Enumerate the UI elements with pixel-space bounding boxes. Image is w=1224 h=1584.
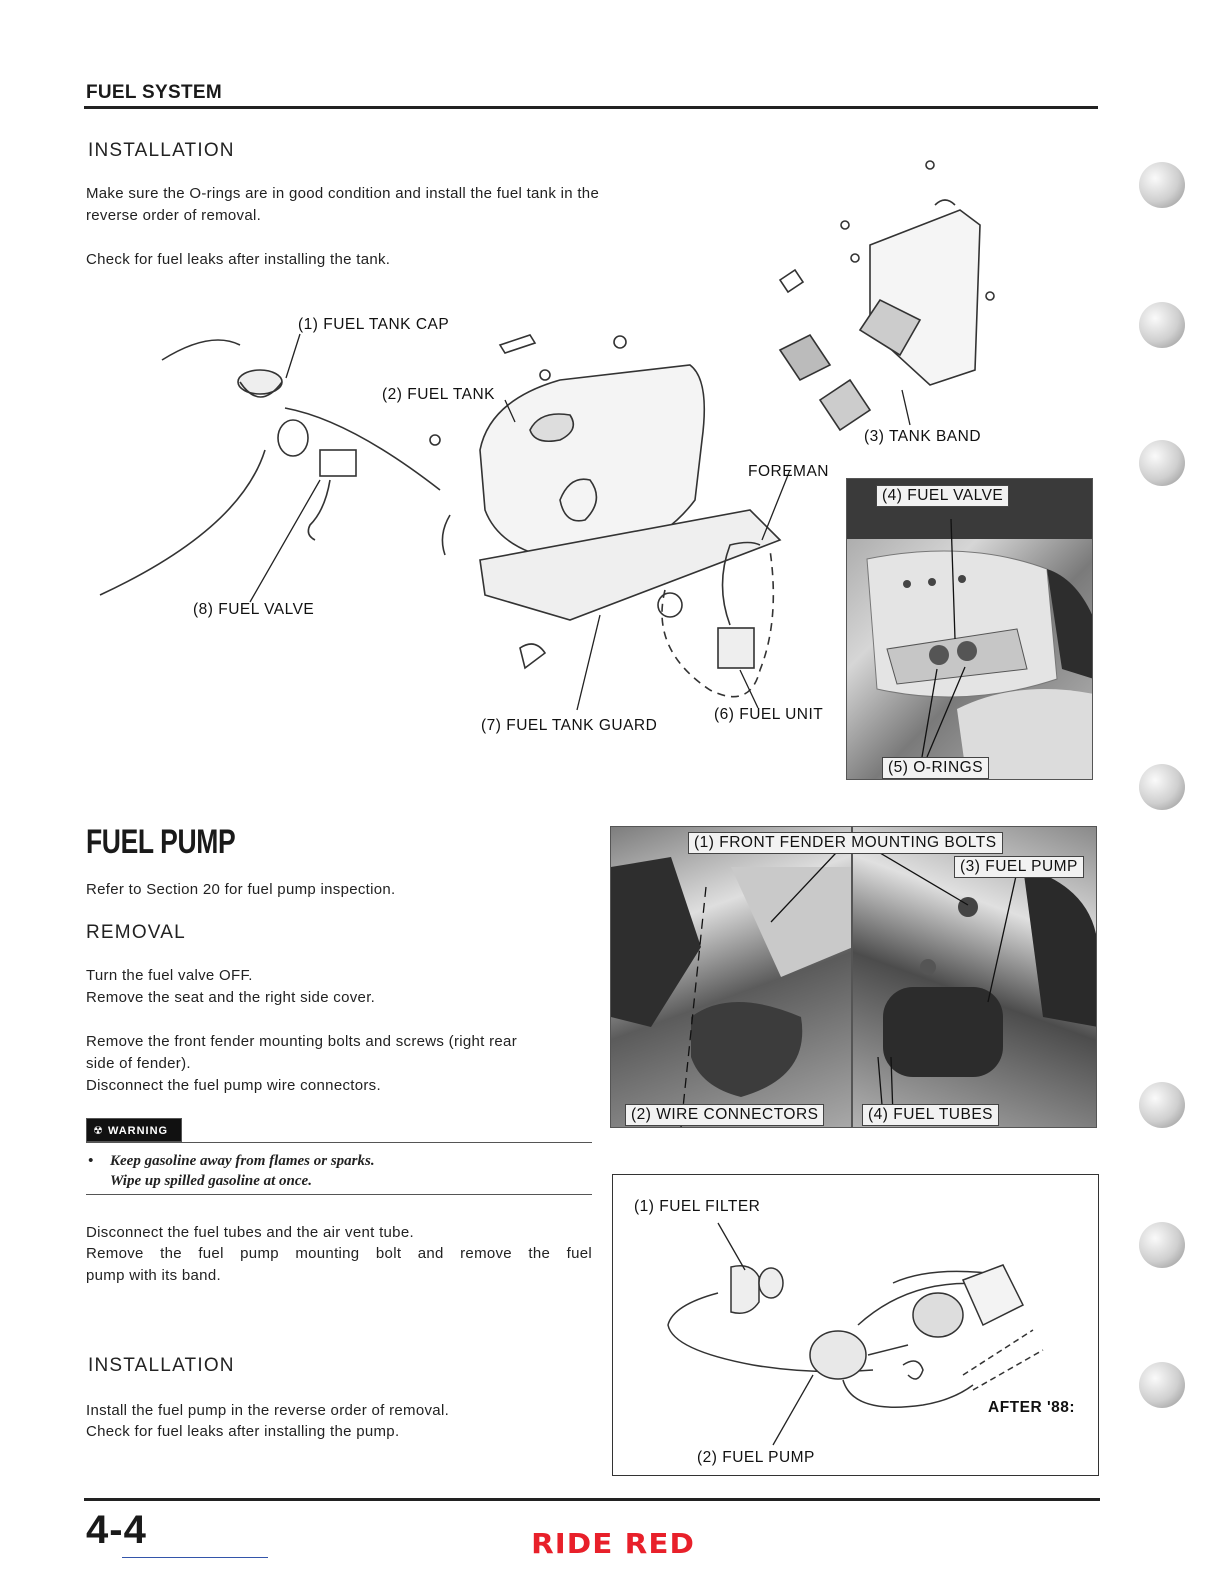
label-fuel-pump: (2) FUEL PUMP: [697, 1449, 815, 1466]
fuel-valve-photo: [846, 478, 1093, 780]
fire-warning-icon: ☢: [93, 1125, 104, 1137]
section-tab[interactable]: [1139, 162, 1185, 208]
brand-logo: RIDE RED: [531, 1527, 695, 1560]
label-foreman: FOREMAN: [748, 463, 829, 480]
section-tab[interactable]: [1139, 1082, 1185, 1128]
installation-paragraph: Check for fuel leaks after installing the tank.: [86, 251, 391, 268]
label-front-fender-bolts: (1) FRONT FENDER MOUNTING BOLTS: [688, 832, 1003, 854]
label-fuel-tank-guard: (7) FUEL TANK GUARD: [481, 717, 658, 734]
removal-step: Turn the fuel valve OFF.: [86, 967, 253, 984]
removal-step: pump with its band.: [86, 1267, 221, 1284]
label-fuel-unit: (6) FUEL UNIT: [714, 706, 824, 723]
removal-step: Disconnect the fuel pump wire connectors.: [86, 1077, 381, 1094]
label-fuel-tank-cap: (1) FUEL TANK CAP: [298, 316, 450, 333]
removal-step: Disconnect the fuel tubes and the air vent tube.: [86, 1224, 414, 1241]
removal-step: side of fender).: [86, 1055, 191, 1072]
fuel-pump-intro: Refer to Section 20 for fuel pump inspection.: [86, 881, 396, 898]
label-fuel-tubes: (4) FUEL TUBES: [862, 1104, 999, 1126]
footer-rule: [84, 1498, 1100, 1501]
label-fuel-pump-photo: (3) FUEL PUMP: [954, 856, 1084, 878]
warning-rule: [86, 1142, 592, 1143]
installation-heading: INSTALLATION: [88, 140, 235, 161]
label-fuel-tank: (2) FUEL TANK: [382, 386, 496, 403]
warning-bullet: •: [88, 1153, 94, 1169]
section-title: FUEL SYSTEM: [86, 82, 222, 103]
label-fuel-valve: (8) FUEL VALVE: [193, 601, 315, 618]
label-fuel-valve-photo: (4) FUEL VALVE: [876, 485, 1009, 507]
pump-installation-step: Install the fuel pump in the reverse order of removal.: [86, 1402, 450, 1419]
removal-heading: REMOVAL: [86, 922, 186, 943]
footer-link-rule: [122, 1557, 268, 1558]
installation-paragraph: Make sure the O-rings are in good condition and install the fuel tank in the reverse order of removal.: [86, 185, 600, 224]
section-tab[interactable]: [1139, 1362, 1185, 1408]
wire-connectors-photo: [610, 826, 852, 1128]
removal-step: Remove the front fender mounting bolts and screws (right rear: [86, 1033, 517, 1050]
fuel-filter-diagram: [612, 1174, 1099, 1476]
warning-text: Keep gasoline away from flames or sparks.: [110, 1153, 375, 1169]
label-after-88: AFTER '88:: [988, 1399, 1076, 1416]
section-tab[interactable]: [1139, 1222, 1185, 1268]
label-fuel-filter: (1) FUEL FILTER: [634, 1198, 761, 1215]
section-tab[interactable]: [1139, 302, 1185, 348]
warning-text: Wipe up spilled gasoline at once.: [110, 1173, 312, 1189]
label-tank-band: (3) TANK BAND: [864, 428, 982, 445]
label-o-rings: (5) O-RINGS: [882, 757, 989, 779]
pump-installation-heading: INSTALLATION: [88, 1355, 235, 1376]
warning-badge: ☢ WARNING: [86, 1118, 182, 1142]
removal-step: Remove the fuel pump mounting bolt and remove the fuel: [86, 1245, 592, 1262]
page-number: 4-4: [86, 1508, 147, 1552]
fuel-pump-title: FUEL PUMP: [86, 823, 236, 861]
label-wire-connectors: (2) WIRE CONNECTORS: [625, 1104, 824, 1126]
section-tab[interactable]: [1139, 440, 1185, 486]
warning-rule: [86, 1194, 592, 1195]
removal-step: Remove the seat and the right side cover.: [86, 989, 376, 1006]
header-rule: [84, 106, 1098, 109]
section-tab[interactable]: [1139, 764, 1185, 810]
pump-installation-step: Check for fuel leaks after installing the pump.: [86, 1423, 400, 1440]
